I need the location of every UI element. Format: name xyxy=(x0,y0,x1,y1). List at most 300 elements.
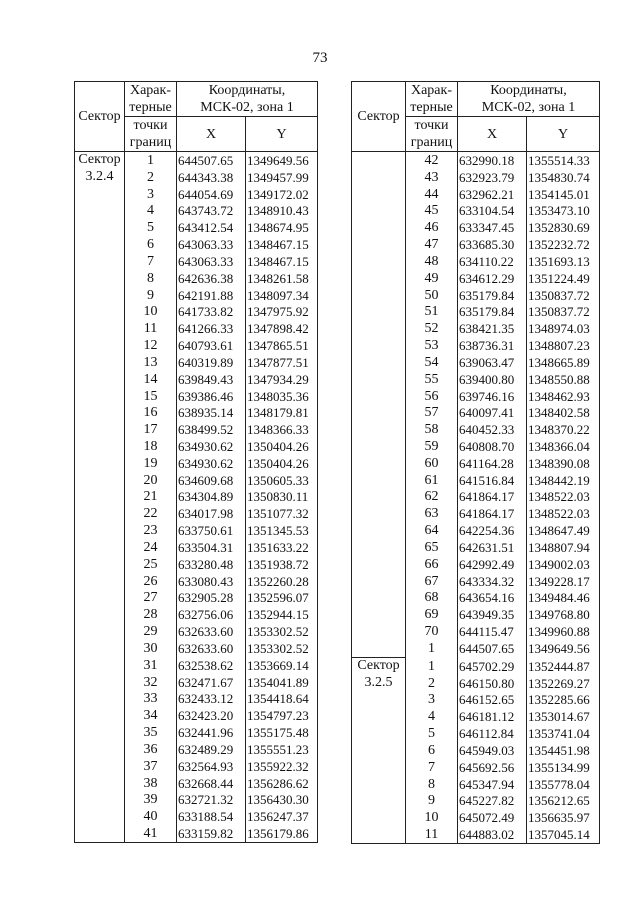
sector-cell xyxy=(75,674,125,691)
y-coordinate-cell: 1352830.69 xyxy=(527,219,600,236)
point-number-cell: 1 xyxy=(406,640,458,657)
header-coords-line1: Координаты, xyxy=(208,83,286,98)
sector-cell xyxy=(75,337,125,354)
y-coordinate-cell: 1353741.04 xyxy=(527,725,600,742)
table-row xyxy=(75,186,318,203)
table-row xyxy=(352,708,600,725)
y-coordinate-cell: 1347898.42 xyxy=(246,320,318,337)
x-coordinate-cell: 642992.49 xyxy=(458,556,527,573)
sector-cell xyxy=(352,421,406,438)
table-row xyxy=(75,724,318,741)
x-coordinate-cell: 640452.33 xyxy=(458,421,527,438)
sector-cell: Сектор xyxy=(352,657,406,674)
sector-cell xyxy=(75,758,125,775)
point-number-cell: 4 xyxy=(125,202,177,219)
sector-cell xyxy=(352,809,406,826)
table-row xyxy=(75,472,318,489)
table-row xyxy=(352,421,600,438)
x-coordinate-cell: 632489.29 xyxy=(177,741,246,758)
point-number-cell: 10 xyxy=(125,303,177,320)
y-coordinate-cell: 1353302.52 xyxy=(246,640,318,657)
y-coordinate-cell: 1355922.32 xyxy=(246,758,318,775)
y-coordinate-cell: 1353302.52 xyxy=(246,623,318,640)
point-number-cell: 47 xyxy=(406,236,458,253)
y-coordinate-cell: 1356635.97 xyxy=(527,809,600,826)
sector-cell xyxy=(75,388,125,405)
y-coordinate-cell: 1350830.11 xyxy=(246,489,318,506)
x-coordinate-cell: 640319.89 xyxy=(177,354,246,371)
table-row xyxy=(75,590,318,607)
table-row xyxy=(352,169,600,186)
x-coordinate-cell: 635179.84 xyxy=(458,303,527,320)
sector-cell xyxy=(352,303,406,320)
point-number-cell: 27 xyxy=(125,590,177,607)
y-coordinate-cell: 1356430.30 xyxy=(246,791,318,808)
point-number-cell: 43 xyxy=(406,169,458,186)
point-number-cell: 54 xyxy=(406,354,458,371)
point-number-cell: 4 xyxy=(406,708,458,725)
y-coordinate-cell: 1348674.95 xyxy=(246,219,318,236)
header-boundary-points xyxy=(125,117,177,152)
point-number-cell: 17 xyxy=(125,421,177,438)
point-number-cell: 25 xyxy=(125,556,177,573)
sector-cell xyxy=(75,606,125,623)
table-row xyxy=(352,270,600,287)
header-points-line2: границ xyxy=(410,135,453,150)
y-coordinate-cell: 1354041.89 xyxy=(246,674,318,691)
y-coordinate-cell: 1350837.72 xyxy=(527,287,600,304)
sector-cell xyxy=(75,236,125,253)
x-coordinate-cell: 633685.30 xyxy=(458,236,527,253)
sector-cell xyxy=(75,253,125,270)
table-row xyxy=(352,573,600,590)
table-row xyxy=(352,219,600,236)
table-row xyxy=(352,539,600,556)
y-coordinate-cell: 1352260.28 xyxy=(246,573,318,590)
y-coordinate-cell: 1348462.93 xyxy=(527,388,600,405)
y-coordinate-cell: 1348442.19 xyxy=(527,472,600,489)
x-coordinate-cell: 640097.41 xyxy=(458,404,527,421)
table-row xyxy=(75,573,318,590)
x-coordinate-cell: 641516.84 xyxy=(458,472,527,489)
x-coordinate-cell: 632990.18 xyxy=(458,152,527,169)
table-row xyxy=(352,489,600,506)
y-coordinate-cell: 1355175.48 xyxy=(246,724,318,741)
point-number-cell: 70 xyxy=(406,623,458,640)
point-number-cell: 8 xyxy=(125,270,177,287)
x-coordinate-cell: 644343.38 xyxy=(177,169,246,186)
y-coordinate-cell: 1351345.53 xyxy=(246,522,318,539)
table-row xyxy=(75,337,318,354)
point-number-cell: 1 xyxy=(406,657,458,674)
sector-cell xyxy=(75,573,125,590)
table-row xyxy=(352,287,600,304)
table-row xyxy=(352,455,600,472)
table-row xyxy=(75,623,318,640)
y-coordinate-cell: 1352944.15 xyxy=(246,606,318,623)
header-boundary-points xyxy=(406,117,458,152)
x-coordinate-cell: 645702.29 xyxy=(458,657,527,674)
table-row xyxy=(352,186,600,203)
x-coordinate-cell: 632962.21 xyxy=(458,186,527,203)
header-sector: Сектор xyxy=(352,82,406,152)
sector-cell xyxy=(75,202,125,219)
table-row xyxy=(75,270,318,287)
table-row xyxy=(75,606,318,623)
x-coordinate-cell: 641164.28 xyxy=(458,455,527,472)
x-coordinate-cell: 643743.72 xyxy=(177,202,246,219)
sector-cell xyxy=(352,623,406,640)
x-coordinate-cell: 634110.22 xyxy=(458,253,527,270)
header-sector: Сектор xyxy=(75,82,125,152)
y-coordinate-cell: 1355551.23 xyxy=(246,741,318,758)
y-coordinate-cell: 1348647.49 xyxy=(527,522,600,539)
point-number-cell: 24 xyxy=(125,539,177,556)
table-row xyxy=(352,640,600,657)
y-coordinate-cell: 1352444.87 xyxy=(527,657,600,674)
table-row xyxy=(352,556,600,573)
point-number-cell: 58 xyxy=(406,421,458,438)
y-coordinate-cell: 1348366.33 xyxy=(246,421,318,438)
table-row xyxy=(352,354,600,371)
point-number-cell: 7 xyxy=(125,253,177,270)
point-number-cell: 11 xyxy=(125,320,177,337)
sector-cell xyxy=(352,354,406,371)
point-number-cell: 57 xyxy=(406,404,458,421)
sector-cell xyxy=(352,388,406,405)
header-coords-line2: МСК-02, зона 1 xyxy=(481,100,576,115)
table-row xyxy=(75,758,318,775)
point-number-cell: 32 xyxy=(125,674,177,691)
sector-cell xyxy=(352,219,406,236)
table-row xyxy=(352,675,600,692)
table-row xyxy=(352,404,600,421)
header-characteristic xyxy=(125,82,177,117)
point-number-cell: 62 xyxy=(406,489,458,506)
sector-cell xyxy=(352,337,406,354)
x-coordinate-cell: 632471.67 xyxy=(177,674,246,691)
x-coordinate-cell: 632423.20 xyxy=(177,707,246,724)
y-coordinate-cell: 1348807.94 xyxy=(527,539,600,556)
point-number-cell: 35 xyxy=(125,724,177,741)
sector-cell xyxy=(75,775,125,792)
table-row xyxy=(352,742,600,759)
table-row xyxy=(75,169,318,186)
sector-cell xyxy=(75,270,125,287)
point-number-cell: 7 xyxy=(406,759,458,776)
y-coordinate-cell: 1349228.17 xyxy=(527,573,600,590)
table-row xyxy=(352,657,600,674)
x-coordinate-cell: 632564.93 xyxy=(177,758,246,775)
table-row xyxy=(352,472,600,489)
table-row xyxy=(352,236,600,253)
y-coordinate-cell: 1350837.72 xyxy=(527,303,600,320)
point-number-cell: 8 xyxy=(406,776,458,793)
sector-cell xyxy=(75,791,125,808)
table-row xyxy=(75,522,318,539)
x-coordinate-cell: 643949.35 xyxy=(458,606,527,623)
x-coordinate-cell: 634304.89 xyxy=(177,489,246,506)
point-number-cell: 39 xyxy=(125,791,177,808)
table-row xyxy=(352,792,600,809)
sector-cell xyxy=(75,825,125,842)
y-coordinate-cell: 1350404.26 xyxy=(246,455,318,472)
sector-cell xyxy=(352,472,406,489)
y-coordinate-cell: 1348522.03 xyxy=(527,489,600,506)
y-coordinate-cell: 1353473.10 xyxy=(527,202,600,219)
point-number-cell: 65 xyxy=(406,539,458,556)
point-number-cell: 63 xyxy=(406,505,458,522)
sector-cell xyxy=(352,522,406,539)
table-row xyxy=(75,505,318,522)
sector-cell xyxy=(352,270,406,287)
table-row xyxy=(352,606,600,623)
sector-cell xyxy=(75,404,125,421)
y-coordinate-cell: 1348910.43 xyxy=(246,202,318,219)
x-coordinate-cell: 633347.45 xyxy=(458,219,527,236)
table-row xyxy=(75,202,318,219)
sector-cell: 3.2.5 xyxy=(352,675,406,692)
point-number-cell: 64 xyxy=(406,522,458,539)
point-number-cell: 67 xyxy=(406,573,458,590)
x-coordinate-cell: 639400.80 xyxy=(458,371,527,388)
table-row xyxy=(75,556,318,573)
sector-cell xyxy=(352,573,406,590)
x-coordinate-cell: 638499.52 xyxy=(177,421,246,438)
y-coordinate-cell: 1356212.65 xyxy=(527,792,600,809)
point-number-cell: 45 xyxy=(406,202,458,219)
point-number-cell: 55 xyxy=(406,371,458,388)
sector-cell xyxy=(352,186,406,203)
x-coordinate-cell: 643654.16 xyxy=(458,590,527,607)
table-row xyxy=(75,808,318,825)
table-row xyxy=(352,826,600,843)
y-coordinate-cell: 1354145.01 xyxy=(527,186,600,203)
x-coordinate-cell: 641864.17 xyxy=(458,505,527,522)
header-y: Y xyxy=(527,117,600,152)
sector-cell xyxy=(352,590,406,607)
sector-cell xyxy=(352,320,406,337)
y-coordinate-cell: 1347975.92 xyxy=(246,303,318,320)
header-coordinates xyxy=(177,82,318,117)
y-coordinate-cell: 1347865.51 xyxy=(246,337,318,354)
sector-cell xyxy=(352,236,406,253)
table-row xyxy=(75,219,318,236)
table-row xyxy=(75,371,318,388)
table-row xyxy=(75,404,318,421)
y-coordinate-cell: 1355134.99 xyxy=(527,759,600,776)
point-number-cell: 46 xyxy=(406,219,458,236)
x-coordinate-cell: 645227.82 xyxy=(458,792,527,809)
table-row xyxy=(75,421,318,438)
point-number-cell: 36 xyxy=(125,741,177,758)
table-row xyxy=(75,691,318,708)
table-row xyxy=(352,623,600,640)
table-row xyxy=(75,303,318,320)
sector-cell xyxy=(352,202,406,219)
x-coordinate-cell: 635179.84 xyxy=(458,287,527,304)
point-number-cell: 23 xyxy=(125,522,177,539)
x-coordinate-cell: 644507.65 xyxy=(458,640,527,657)
y-coordinate-cell: 1348179.81 xyxy=(246,404,318,421)
x-coordinate-cell: 644054.69 xyxy=(177,186,246,203)
sector-cell xyxy=(75,539,125,556)
y-coordinate-cell: 1351633.22 xyxy=(246,539,318,556)
point-number-cell: 34 xyxy=(125,707,177,724)
y-coordinate-cell: 1351224.49 xyxy=(527,270,600,287)
x-coordinate-cell: 638935.14 xyxy=(177,404,246,421)
sector-cell xyxy=(352,539,406,556)
point-number-cell: 50 xyxy=(406,287,458,304)
table-row xyxy=(352,388,600,405)
point-number-cell: 5 xyxy=(125,219,177,236)
x-coordinate-cell: 645347.94 xyxy=(458,776,527,793)
header-coordinates xyxy=(458,82,600,117)
table-row xyxy=(75,320,318,337)
point-number-cell: 53 xyxy=(406,337,458,354)
point-number-cell: 52 xyxy=(406,320,458,337)
table-row xyxy=(75,674,318,691)
point-number-cell: 13 xyxy=(125,354,177,371)
point-number-cell: 3 xyxy=(406,692,458,709)
y-coordinate-cell: 1356179.86 xyxy=(246,825,318,842)
sector-cell xyxy=(75,287,125,304)
sector-cell xyxy=(75,741,125,758)
y-coordinate-cell: 1356247.37 xyxy=(246,808,318,825)
point-number-cell: 49 xyxy=(406,270,458,287)
point-number-cell: 3 xyxy=(125,186,177,203)
point-number-cell: 5 xyxy=(406,725,458,742)
x-coordinate-cell: 644115.47 xyxy=(458,623,527,640)
point-number-cell: 21 xyxy=(125,489,177,506)
header-char-line2: терные xyxy=(410,100,453,115)
sector-cell xyxy=(352,826,406,843)
sector-cell xyxy=(352,692,406,709)
sector-cell xyxy=(75,640,125,657)
x-coordinate-cell: 632433.12 xyxy=(177,691,246,708)
x-coordinate-cell: 638736.31 xyxy=(458,337,527,354)
sector-cell xyxy=(352,287,406,304)
sector-cell xyxy=(75,724,125,741)
x-coordinate-cell: 633280.48 xyxy=(177,556,246,573)
table-row xyxy=(75,657,318,674)
x-coordinate-cell: 634612.29 xyxy=(458,270,527,287)
y-coordinate-cell: 1348467.15 xyxy=(246,253,318,270)
y-coordinate-cell: 1348097.34 xyxy=(246,287,318,304)
x-coordinate-cell: 639849.43 xyxy=(177,371,246,388)
table-row xyxy=(75,489,318,506)
x-coordinate-cell: 643334.32 xyxy=(458,573,527,590)
sector-cell xyxy=(352,169,406,186)
sector-cell xyxy=(75,421,125,438)
y-coordinate-cell: 1352232.72 xyxy=(527,236,600,253)
y-coordinate-cell: 1349484.46 xyxy=(527,590,600,607)
coordinates-table-left xyxy=(74,81,318,843)
y-coordinate-cell: 1348390.08 xyxy=(527,455,600,472)
sector-cell xyxy=(75,472,125,489)
x-coordinate-cell: 633104.54 xyxy=(458,202,527,219)
y-coordinate-cell: 1355514.33 xyxy=(527,152,600,169)
x-coordinate-cell: 633159.82 xyxy=(177,825,246,842)
point-number-cell: 60 xyxy=(406,455,458,472)
sector-cell: Сектор xyxy=(75,152,125,169)
y-coordinate-cell: 1353014.67 xyxy=(527,708,600,725)
x-coordinate-cell: 632756.06 xyxy=(177,606,246,623)
y-coordinate-cell: 1348974.03 xyxy=(527,320,600,337)
sector-cell xyxy=(75,438,125,455)
table-row xyxy=(352,759,600,776)
x-coordinate-cell: 639746.16 xyxy=(458,388,527,405)
y-coordinate-cell: 1348261.58 xyxy=(246,270,318,287)
point-number-cell: 56 xyxy=(406,388,458,405)
table-row xyxy=(75,825,318,842)
point-number-cell: 69 xyxy=(406,606,458,623)
y-coordinate-cell: 1349649.56 xyxy=(527,640,600,657)
y-coordinate-cell: 1348807.23 xyxy=(527,337,600,354)
table-row xyxy=(352,253,600,270)
table-row xyxy=(352,725,600,742)
y-coordinate-cell: 1348467.15 xyxy=(246,236,318,253)
point-number-cell: 41 xyxy=(125,825,177,842)
sector-cell xyxy=(75,354,125,371)
x-coordinate-cell: 640793.61 xyxy=(177,337,246,354)
table-row xyxy=(75,253,318,270)
y-coordinate-cell: 1353669.14 xyxy=(246,657,318,674)
point-number-cell: 59 xyxy=(406,438,458,455)
y-coordinate-cell: 1347934.29 xyxy=(246,371,318,388)
sector-cell xyxy=(75,657,125,674)
y-coordinate-cell: 1356286.62 xyxy=(246,775,318,792)
y-coordinate-cell: 1352285.66 xyxy=(527,692,600,709)
table-row xyxy=(75,438,318,455)
x-coordinate-cell: 643063.33 xyxy=(177,236,246,253)
y-coordinate-cell: 1350404.26 xyxy=(246,438,318,455)
header-char-line1: Харак- xyxy=(129,83,171,98)
header-points-line2: границ xyxy=(129,135,172,150)
sector-cell xyxy=(352,556,406,573)
point-number-cell: 31 xyxy=(125,657,177,674)
x-coordinate-cell: 632721.32 xyxy=(177,791,246,808)
table-row xyxy=(352,776,600,793)
point-number-cell: 11 xyxy=(406,826,458,843)
header-points-line1: точки xyxy=(414,118,449,133)
table-row xyxy=(75,354,318,371)
header-x: X xyxy=(458,117,527,152)
y-coordinate-cell: 1349457.99 xyxy=(246,169,318,186)
table-row xyxy=(75,152,318,169)
y-coordinate-cell: 1349768.80 xyxy=(527,606,600,623)
sector-cell xyxy=(352,640,406,657)
x-coordinate-cell: 645949.03 xyxy=(458,742,527,759)
table-row xyxy=(75,775,318,792)
point-number-cell: 20 xyxy=(125,472,177,489)
x-coordinate-cell: 638421.35 xyxy=(458,320,527,337)
point-number-cell: 28 xyxy=(125,606,177,623)
sector-cell xyxy=(352,606,406,623)
table-row xyxy=(352,371,600,388)
point-number-cell: 6 xyxy=(125,236,177,253)
y-coordinate-cell: 1348366.04 xyxy=(527,438,600,455)
y-coordinate-cell: 1352596.07 xyxy=(246,590,318,607)
x-coordinate-cell: 639386.46 xyxy=(177,388,246,405)
point-number-cell: 40 xyxy=(125,808,177,825)
point-number-cell: 22 xyxy=(125,505,177,522)
sector-cell xyxy=(352,792,406,809)
point-number-cell: 16 xyxy=(125,404,177,421)
x-coordinate-cell: 632923.79 xyxy=(458,169,527,186)
point-number-cell: 29 xyxy=(125,623,177,640)
point-number-cell: 37 xyxy=(125,758,177,775)
